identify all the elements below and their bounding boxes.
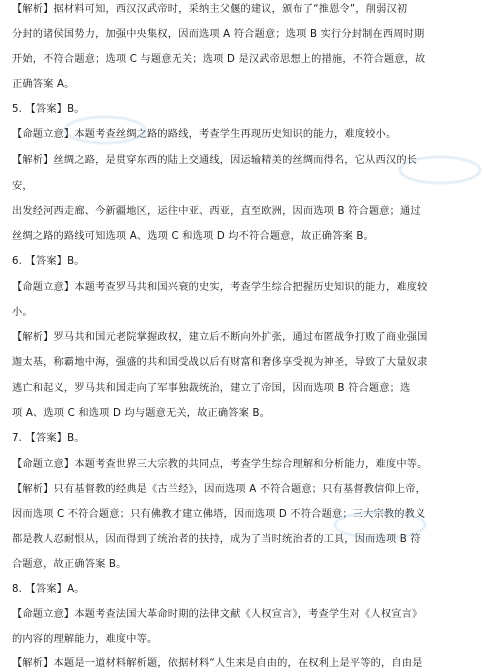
watermark-mark: [60, 110, 150, 150]
text-line: 【解析】罗马共和国元老院掌握政权，建立后不断向外扩张，通过布匿战争打败了商业强国: [12, 332, 428, 343]
text-line: 的内容的理解能力，难度中等。: [12, 634, 158, 645]
text-line: 【解析】丝绸之路，是贯穿东西的陆上交通线，因运输精美的丝绸而得名，它从西汉的长: [12, 155, 418, 166]
text-line: 逃亡和起义，罗马共和国走向了军事独裁统治，建立了帝国，因而选项 B 符合题意；选: [12, 383, 411, 394]
question-number-5: 5. 【答案】B。: [12, 104, 85, 115]
text-line: 出发经河西走廊、今新疆地区，运往中亚、西亚，直至欧洲，因而选项 B 符合题意；通过: [12, 206, 421, 217]
text-line: 【解析】据材料可知，西汉汉武帝时，采纳主父偃的建议，颁布了“推恩令”，削弱汉初: [12, 4, 408, 15]
text-line: 都是教人忍耐恨从，因而得到了统治者的扶持，成为了当时统治者的工具，因而选项 B 符: [12, 534, 421, 545]
text-line: 安，: [12, 181, 33, 192]
text-line: 迦太基，称霸地中海，强盛的共和国受战以后有财富和奢侈享受视为神圣，导致了大量奴隶: [12, 357, 428, 368]
text-line: 分封的诸侯国势力，加强中央集权，因而选项 A 符合题意；选项 B 实行分封制在西周时期: [12, 29, 425, 40]
text-line: 项 A、选项 C 和选项 D 均与题意无关，故正确答案 B。: [12, 408, 271, 419]
text-line: 开始，不符合题意；选项 C 与题意无关；选项 D 是汉武帝思想上的措施，不符合题意，故: [12, 54, 426, 65]
text-line: 因而选项 C 不符合题意；只有佛教才建立佛塔，因而选项 D 不符合题意；三大宗教的教义: [12, 509, 426, 520]
text-line: 丝绸之路的路线可知选项 A、选项 C 和选项 D 均不符合题意，故正确答案 B。: [12, 231, 374, 242]
text-line: 【命题立意】本题考查丝绸之路的路线，考查学生再现历史知识的能力，难度较小。: [12, 129, 397, 140]
watermark-mark: [395, 150, 485, 190]
text-line: 【命题立意】本题考查罗马共和国兴衰的史实，考查学生综合把握历史知识的能力，难度较: [12, 282, 428, 293]
text-line: 【解析】本题是一道材料解析题，依据材料“人生来是自由的，在权利上是平等的，自由是: [12, 658, 423, 669]
text-line: 小。: [12, 307, 33, 318]
text-line: 【解析】只有基督教的经典是《古兰经》，因而选项 A 不符合题意；只有基督教信仰上帝，: [12, 484, 427, 495]
text-line: 正确答案 A。: [12, 79, 75, 90]
watermark-mark: [330, 505, 430, 545]
text-line: 合题意，故正确答案 B。: [12, 559, 127, 570]
question-number-8: 8. 【答案】A。: [12, 584, 85, 595]
text-line: 【命题立意】本题考查世界三大宗教的共同点，考查学生综合理解和分析能力，难度中等。: [12, 459, 428, 470]
text-line: 【命题立意】本题考查法国大革命时期的法律文献《人权宣言》，考查学生对《人权宣言》: [12, 609, 423, 620]
question-number-7: 7. 【答案】B。: [12, 433, 85, 444]
question-number-6: 6. 【答案】B。: [12, 256, 85, 267]
